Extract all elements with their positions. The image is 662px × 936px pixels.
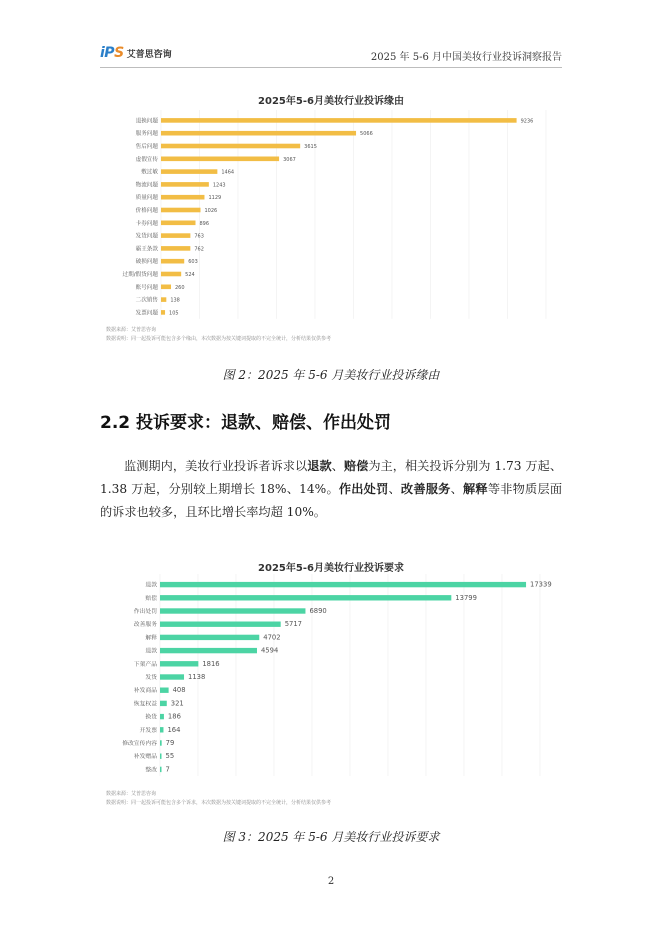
bar [161, 182, 209, 187]
value-label: 1464 [221, 169, 235, 176]
category-label: 恢复权益 [133, 701, 157, 708]
value-label: 1243 [212, 182, 226, 189]
bar [160, 661, 198, 666]
bar [160, 582, 526, 587]
bar [160, 740, 162, 745]
value-label: 524 [185, 272, 195, 278]
header-title: 2025 年 5-6 月中国美妆行业投诉洞察报告 [370, 52, 562, 63]
category-label: 下架产品 [133, 661, 157, 668]
value-label: 79 [165, 739, 175, 747]
category-label: 质量问题 [135, 195, 158, 202]
bar [161, 131, 356, 136]
data-method-note: 数据说明：同一起投诉可能包含多个诉求，本次数据为按关键词提取的不完全统计，分析结果仅供参考 [106, 800, 332, 806]
category-label: 补发商品 [133, 688, 157, 695]
bar [160, 688, 169, 693]
bar [160, 674, 184, 679]
category-label: 物流问题 [135, 182, 158, 189]
bold-term: 解释 [462, 482, 488, 496]
bar [161, 272, 181, 277]
value-label: 408 [172, 686, 186, 695]
category-label: 开发票 [139, 727, 157, 734]
category-label: 发票问题 [135, 310, 158, 317]
value-label: 260 [175, 284, 185, 291]
bar [161, 118, 517, 123]
value-label: 896 [199, 220, 210, 227]
bold-term: 退款 [307, 459, 332, 473]
value-label: 55 [165, 752, 175, 761]
category-label: 破损问题 [135, 259, 158, 266]
category-label: 换货 [145, 714, 157, 721]
data-source-note: 数据来源：艾普思咨询 [106, 327, 157, 333]
value-label: 763 [194, 233, 204, 240]
category-label: 作出处罚 [133, 609, 157, 615]
bar [160, 622, 281, 627]
category-label: 修改宣传内容 [122, 741, 157, 747]
category-label: 解释 [145, 635, 157, 642]
value-label: 7 [165, 765, 170, 774]
bar [160, 595, 451, 600]
category-label: 改善服务 [133, 622, 157, 629]
bar [161, 169, 217, 174]
bar [160, 608, 305, 613]
category-label: 卡券问题 [135, 220, 158, 227]
bold-term: 赔偿 [343, 459, 369, 473]
value-label: 6890 [309, 607, 327, 615]
bar [161, 259, 184, 264]
value-label: 105 [169, 310, 179, 317]
category-label: 赔偿 [145, 595, 157, 602]
value-label: 9236 [520, 118, 534, 125]
bar [160, 727, 163, 732]
complaint-reasons-plot [100, 80, 562, 348]
value-label: 5066 [360, 131, 373, 138]
bar [160, 754, 162, 759]
bar [161, 246, 190, 251]
bar [161, 195, 204, 200]
complaint-reasons-chart [100, 80, 562, 348]
value-label: 164 [167, 725, 181, 734]
value-label: 17339 [530, 580, 552, 589]
value-label: 762 [194, 246, 204, 253]
bar [160, 714, 164, 719]
category-label: 退款 [145, 582, 157, 589]
bar [161, 297, 166, 302]
value-label: 321 [170, 699, 184, 708]
category-label: 过期/假货问题 [122, 272, 158, 278]
value-label: 1129 [208, 195, 222, 202]
chart-title: 2025年5-6月美妆行业投诉要求 [258, 563, 404, 574]
category-label: 敷过敏 [141, 169, 158, 176]
bar [161, 233, 190, 238]
value-label: 1026 [204, 208, 218, 214]
category-label: 霸王条款 [135, 246, 158, 253]
value-label: 4594 [260, 646, 279, 655]
bar [160, 701, 167, 706]
category-label: 二次销售 [135, 297, 158, 304]
category-label: 服务问题 [135, 131, 158, 138]
data-method-note: 数据说明：同一起投诉可能包含多个缘由，本次数据为按关键词提取的不完全统计，分析结果仅供参考 [106, 336, 332, 342]
complaint-demands-chart [100, 550, 562, 812]
value-label: 4702 [263, 633, 281, 642]
bold-term: 作出处罚 [338, 482, 389, 496]
category-label: 补发赠品 [133, 754, 157, 761]
page-header [100, 40, 562, 68]
bar [160, 767, 162, 772]
bar [161, 157, 279, 162]
body-paragraph: 监测期内，美妆行业投诉者诉求以退款、赔偿为主，相关投诉分别为 1.73 万起、1.38 万起，分别较上期增长 18%、14%。作出处罚、改善服务、解释等非物质层面的诉求也较多，且环比增长率均超 10%。 [100, 459, 563, 519]
logo-mark: iPS [100, 45, 124, 61]
figure-caption: 图 2：2025 年 5-6 月美妆行业投诉缘由 [222, 368, 440, 382]
category-label: 价格问题 [135, 208, 158, 214]
data-source-note: 数据来源：艾普思咨询 [106, 791, 157, 797]
category-label: 退款 [145, 648, 157, 655]
bar [161, 144, 300, 149]
company-logo [100, 44, 172, 62]
value-label: 603 [188, 259, 198, 266]
figure-caption: 图 3：2025 年 5-6 月美妆行业投诉要求 [222, 830, 440, 844]
bold-term: 改善服务 [400, 482, 451, 496]
chart-title: 2025年5-6月美妆行业投诉缘由 [258, 96, 404, 107]
value-label: 3615 [304, 144, 317, 150]
category-label: 账号问题 [135, 284, 158, 291]
value-label: 1816 [202, 659, 220, 668]
bar [160, 635, 259, 640]
logo-text: 艾普思咨询 [126, 49, 172, 60]
bar [161, 285, 171, 290]
category-label: 退换问题 [135, 118, 158, 125]
category-label: 售后问题 [135, 144, 158, 150]
page-number: 2 [327, 876, 335, 887]
bar [161, 208, 201, 213]
value-label: 13799 [455, 593, 477, 602]
category-label: 整改 [145, 767, 157, 774]
value-label: 138 [170, 297, 180, 304]
bar [161, 221, 195, 226]
bar [161, 310, 165, 315]
complaint-demands-plot [100, 550, 562, 812]
value-label: 186 [167, 712, 181, 721]
category-label: 虚假宣传 [135, 156, 158, 163]
section-heading: 2.2 投诉要求：退款、赔偿、作出处罚 [100, 413, 392, 433]
category-label: 发货问题 [135, 233, 158, 240]
value-label: 1138 [188, 673, 206, 681]
value-label: 3067 [283, 156, 296, 163]
value-label: 5717 [284, 620, 303, 629]
bar [160, 648, 257, 653]
category-label: 发货 [145, 675, 157, 681]
